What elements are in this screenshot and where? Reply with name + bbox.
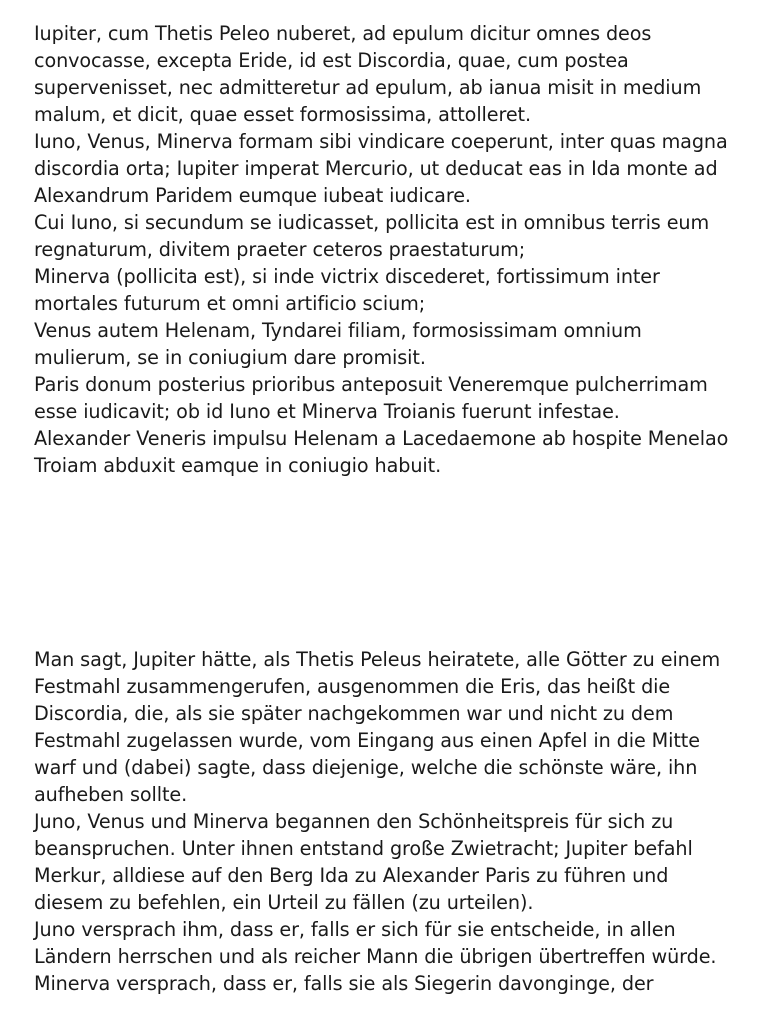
latin-line: regnaturum, divitem praeter ceteros praestaturum; [34,238,526,261]
latin-line: supervenisset, nec admitteretur ad epulum, ab ianua misit in medium [34,76,702,99]
german-line: Festmahl zusammengerufen, ausgenommen die Eris, das heißt die [34,675,671,698]
latin-line: convocasse, excepta Eride, id est Discordia, quae, cum postea [34,49,629,72]
latin-line: Alexander Veneris impulsu Helenam a Lacedaemone ab hospite Menelao [34,427,729,450]
german-line: warf und (dabei) sagte, dass diejenige, welche die schönste wäre, ihn [34,756,698,779]
german-line: Juno versprach ihm, dass er, falls er sich für sie entscheide, in allen [34,918,676,941]
german-line: diesem zu befehlen, ein Urteil zu fällen (zu urteilen). [34,891,534,914]
german-line: aufheben sollte. [34,783,188,806]
german-line: Minerva versprach, dass er, falls sie als Siegerin davonginge, der [34,972,654,995]
german-line: Discordia, die, als sie später nachgekommen war und nicht zu dem [34,702,674,725]
latin-line: mulierum, se in coniugium dare promisit. [34,346,426,369]
german-line: Festmahl zugelassen wurde, vom Eingang aus einen Apfel in die Mitte [34,729,700,752]
latin-line: malum, et dicit, quae esset formosissima, attolleret. [34,103,531,126]
latin-line: Iupiter, cum Thetis Peleo nuberet, ad epulum dicitur omnes deos [34,22,652,45]
latin-line: Alexandrum Paridem eumque iubeat iudicare. [34,184,471,207]
latin-line: Troiam abduxit eamque in coniugio habuit. [34,454,442,477]
latin-line: Minerva (pollicita est), si inde victrix discederet, fortissimum inter [34,265,660,288]
latin-line: esse iudicavit; ob id Iuno et Minerva Troianis fuerunt infestae. [34,400,620,423]
latin-line: Iuno, Venus, Minerva formam sibi vindicare coeperunt, inter quas magna [34,130,728,153]
german-line: Man sagt, Jupiter hätte, als Thetis Peleus heiratete, alle Götter zu einem [34,648,721,671]
german-line: beanspruchen. Unter ihnen entstand große Zwietracht; Jupiter befahl [34,837,693,860]
latin-line: Cui Iuno, si secundum se iudicasset, pollicita est in omnibus terris eum [34,211,710,234]
german-line: Ländern herrschen und als reicher Mann die übrigen übertreffen würde. [34,945,717,968]
latin-line: discordia orta; Iupiter imperat Mercurio, ut deducat eas in Ida monte ad [34,157,718,180]
latin-line: mortales futurum et omni artificio scium; [34,292,426,315]
latin-text-block [34,20,754,479]
latin-line: Venus autem Helenam, Tyndarei filiam, formosissimam omnium [34,319,642,342]
german-text-block [34,646,754,997]
german-line: Merkur, alldiese auf den Berg Ida zu Alexander Paris zu führen und [34,864,669,887]
latin-line: Paris donum posterius prioribus anteposuit Veneremque pulcherrimam [34,373,708,396]
german-line: Juno, Venus und Minerva begannen den Schönheitspreis für sich zu [34,810,674,833]
